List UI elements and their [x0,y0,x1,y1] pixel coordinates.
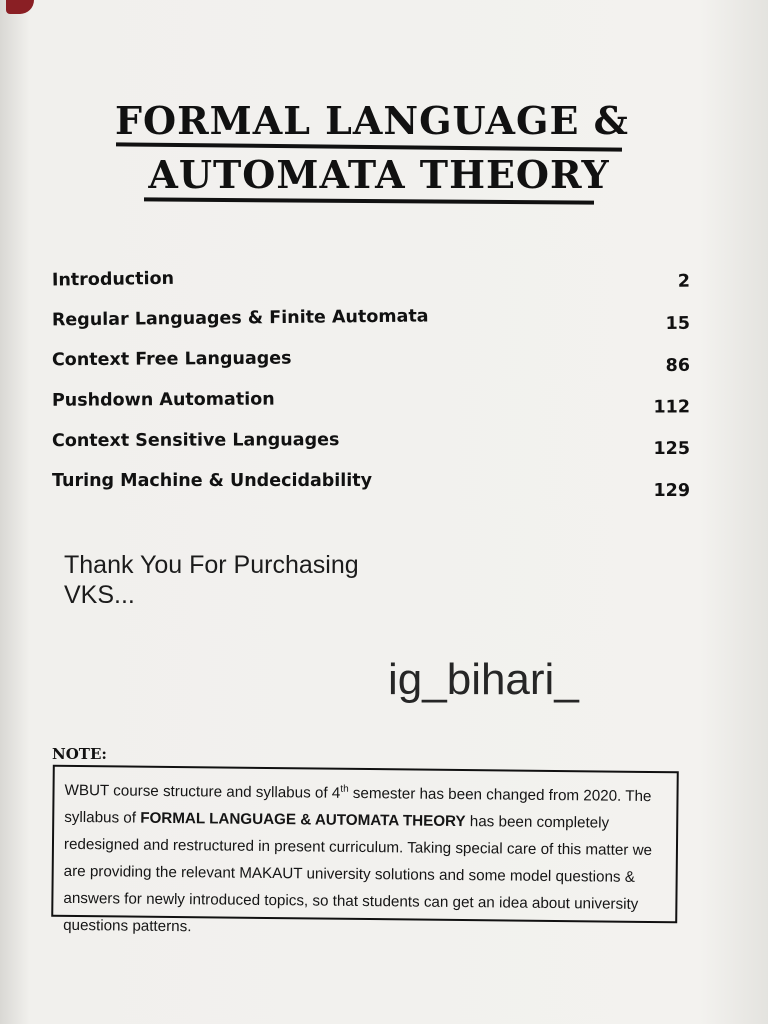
toc-item [52,387,702,431]
thank-you-line-1: Thank You For Purchasing [64,551,359,579]
toc-item-page: 2 [677,271,691,292]
social-handle-watermark: ig_bihari_ [388,655,579,704]
toc-item-label: Introduction [51,268,175,291]
page-corner-mark [6,0,34,14]
toc-item-label: Context Sensitive Languages [51,430,340,452]
note-text-3: has been completely redesigned and restructured in present curriculum. Taking special care of this matter we are providing the relevant MAKAUT university solutions and some model questions & answers for newly introduced topics, so that students can get an idea about university questions patterns. [63,813,653,936]
title-underline-2 [144,197,594,204]
toc-item [52,471,702,512]
thank-you-line-2: VKS... [64,581,135,609]
toc-item-label: Context Free Languages [51,348,292,371]
table-of-contents [52,266,702,512]
title-line-2: AUTOMATA THEORY [148,152,610,197]
toc-item-page: 86 [665,355,691,376]
toc-item [52,304,702,352]
title-underline-1 [116,142,622,151]
note-subject: FORMAL LANGUAGE & AUTOMATA THEORY [140,809,466,831]
note-text-1: WBUT course structure and syllabus of 4 [64,781,341,802]
note-text-2: semester has been changed from 2020. The syllabus of [64,784,652,827]
toc-item [52,346,702,392]
toc-item [52,429,702,472]
toc-item-label: Turing Machine & Undecidability [52,471,373,491]
note-heading: NOTE: [52,745,107,763]
note-superscript: th [340,783,349,795]
toc-item-label: Pushdown Automation [51,389,275,411]
toc-item-page: 112 [653,397,691,418]
toc-item-page: 129 [653,481,690,501]
thank-you-message [64,550,359,610]
toc-item-label: Regular Languages & Finite Automata [51,306,429,331]
note-box [51,765,679,936]
toc-item-page: 15 [665,313,691,334]
toc-item-page: 125 [653,438,691,460]
title-line-1: FORMAL LANGUAGE & [115,98,629,143]
